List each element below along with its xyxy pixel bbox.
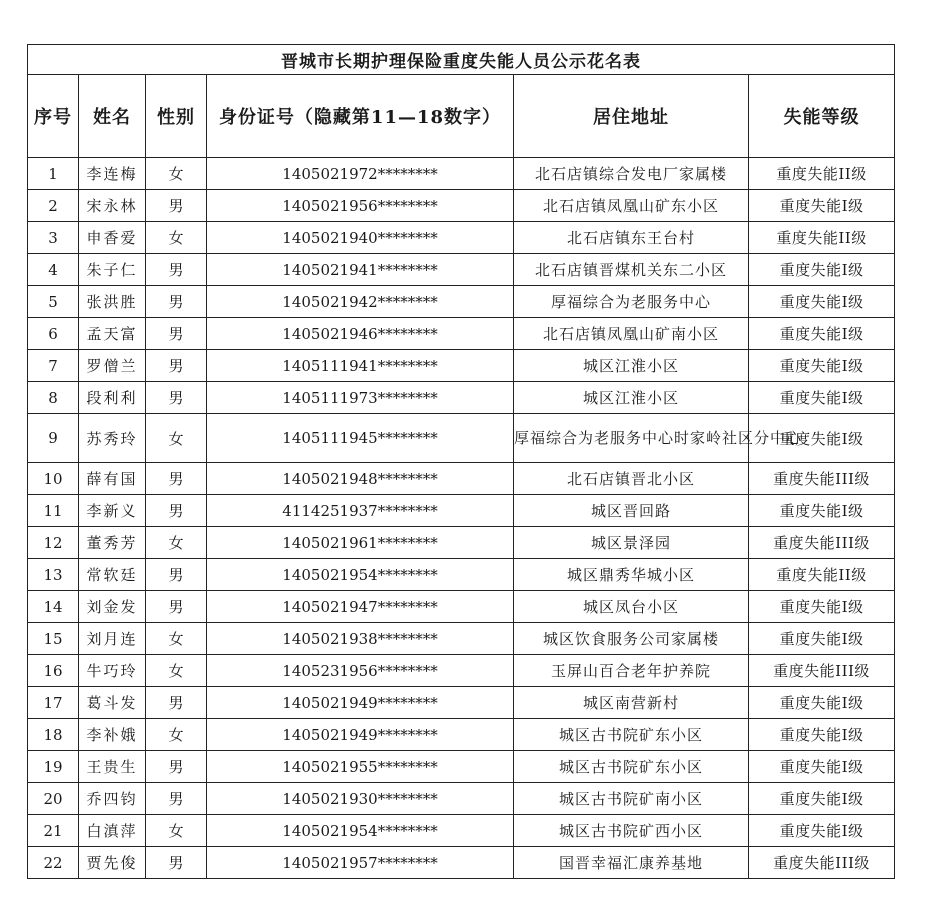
table-row	[28, 463, 895, 495]
table-row	[28, 847, 895, 879]
cell-id-number: 1405111945********	[207, 414, 514, 463]
cell-gender: 女	[146, 222, 207, 254]
cell-level: 重度失能II级	[749, 559, 895, 591]
cell-seq: 16	[28, 655, 79, 687]
cell-gender: 男	[146, 350, 207, 382]
cell-seq: 7	[28, 350, 79, 382]
cell-name: 刘金发	[79, 591, 146, 623]
cell-gender: 男	[146, 751, 207, 783]
cell-gender: 女	[146, 815, 207, 847]
cell-id-number: 1405021938********	[207, 623, 514, 655]
cell-gender: 女	[146, 158, 207, 190]
cell-gender: 男	[146, 847, 207, 879]
cell-id-number: 1405021942********	[207, 286, 514, 318]
cell-id-number: 1405021954********	[207, 559, 514, 591]
cell-name: 贾先俊	[79, 847, 146, 879]
cell-level: 重度失能Ⅰ级	[749, 783, 895, 815]
cell-gender: 男	[146, 783, 207, 815]
cell-seq: 3	[28, 222, 79, 254]
cell-address: 北石店镇晋北小区	[514, 463, 749, 495]
cell-level: 重度失能Ⅰ级	[749, 687, 895, 719]
cell-name: 孟天富	[79, 318, 146, 350]
cell-seq: 5	[28, 286, 79, 318]
table-row	[28, 687, 895, 719]
cell-address: 玉屏山百合老年护养院	[514, 655, 749, 687]
table-row	[28, 350, 895, 382]
cell-name: 白滇萍	[79, 815, 146, 847]
cell-gender: 女	[146, 623, 207, 655]
table-row	[28, 254, 895, 286]
cell-name: 刘月连	[79, 623, 146, 655]
cell-level: 重度失能Ⅰ级	[749, 414, 895, 463]
cell-address: 城区古书院矿西小区	[514, 815, 749, 847]
cell-id-number: 1405021941********	[207, 254, 514, 286]
cell-id-number: 1405021940********	[207, 222, 514, 254]
table-row	[28, 414, 895, 463]
cell-id-number: 1405021949********	[207, 719, 514, 751]
cell-name: 罗僧兰	[79, 350, 146, 382]
table-row	[28, 815, 895, 847]
table-row	[28, 591, 895, 623]
table-row	[28, 158, 895, 190]
header-gender: 性别	[146, 75, 207, 158]
header-name: 姓名	[79, 75, 146, 158]
cell-gender: 女	[146, 527, 207, 559]
cell-gender: 男	[146, 559, 207, 591]
cell-id-number: 1405021949********	[207, 687, 514, 719]
cell-level: 重度失能Ⅰ级	[749, 751, 895, 783]
cell-seq: 19	[28, 751, 79, 783]
cell-level: 重度失能II级	[749, 222, 895, 254]
cell-level: 重度失能Ⅰ级	[749, 591, 895, 623]
cell-id-number: 1405021930********	[207, 783, 514, 815]
table-row	[28, 190, 895, 222]
cell-id-number: 1405021972********	[207, 158, 514, 190]
header-id: 身份证号（隐藏第11—18数字）	[207, 75, 514, 158]
cell-seq: 12	[28, 527, 79, 559]
table-row	[28, 318, 895, 350]
cell-level: 重度失能III级	[749, 847, 895, 879]
cell-name: 李新义	[79, 495, 146, 527]
cell-address: 北石店镇东王台村	[514, 222, 749, 254]
cell-name: 李连梅	[79, 158, 146, 190]
cell-gender: 女	[146, 719, 207, 751]
header-seq: 序号	[28, 75, 79, 158]
cell-seq: 15	[28, 623, 79, 655]
cell-seq: 1	[28, 158, 79, 190]
cell-name: 申香爱	[79, 222, 146, 254]
cell-level: 重度失能Ⅰ级	[749, 623, 895, 655]
cell-address: 城区古书院矿东小区	[514, 719, 749, 751]
title-row	[28, 45, 895, 75]
cell-address: 城区南营新村	[514, 687, 749, 719]
table-row	[28, 286, 895, 318]
header-address: 居住地址	[514, 75, 749, 158]
table-title: 晋城市长期护理保险重度失能人员公示花名表	[28, 45, 895, 75]
cell-name: 乔四钧	[79, 783, 146, 815]
cell-seq: 8	[28, 382, 79, 414]
cell-name: 常软廷	[79, 559, 146, 591]
cell-level: 重度失能Ⅰ级	[749, 286, 895, 318]
header-row	[28, 75, 895, 158]
cell-id-number: 1405021954********	[207, 815, 514, 847]
cell-gender: 男	[146, 286, 207, 318]
table-row	[28, 751, 895, 783]
cell-seq: 10	[28, 463, 79, 495]
cell-gender: 男	[146, 254, 207, 286]
cell-address: 城区江淮小区	[514, 350, 749, 382]
cell-id-number: 1405021955********	[207, 751, 514, 783]
cell-name: 薛有国	[79, 463, 146, 495]
cell-level: 重度失能Ⅰ级	[749, 719, 895, 751]
cell-name: 王贵生	[79, 751, 146, 783]
table-row	[28, 719, 895, 751]
cell-id-number: 1405021946********	[207, 318, 514, 350]
cell-name: 董秀芳	[79, 527, 146, 559]
cell-name: 张洪胜	[79, 286, 146, 318]
cell-id-number: 1405111973********	[207, 382, 514, 414]
table-row	[28, 655, 895, 687]
cell-seq: 6	[28, 318, 79, 350]
cell-address: 厚福综合为老服务中心	[514, 286, 749, 318]
table-row	[28, 527, 895, 559]
cell-level: 重度失能Ⅰ级	[749, 254, 895, 286]
cell-level: 重度失能Ⅰ级	[749, 495, 895, 527]
table-body	[28, 158, 895, 879]
cell-id-number: 1405021961********	[207, 527, 514, 559]
cell-address: 城区古书院矿南小区	[514, 783, 749, 815]
cell-level: 重度失能Ⅰ级	[749, 190, 895, 222]
cell-address: 城区江淮小区	[514, 382, 749, 414]
cell-name: 朱子仁	[79, 254, 146, 286]
cell-seq: 4	[28, 254, 79, 286]
cell-address: 厚福综合为老服务中心时家岭社区分中心	[514, 414, 749, 463]
cell-name: 苏秀玲	[79, 414, 146, 463]
cell-gender: 男	[146, 495, 207, 527]
cell-id-number: 1405021948********	[207, 463, 514, 495]
cell-gender: 男	[146, 190, 207, 222]
cell-level: 重度失能II级	[749, 158, 895, 190]
cell-seq: 20	[28, 783, 79, 815]
table-row	[28, 495, 895, 527]
table-row	[28, 623, 895, 655]
cell-seq: 22	[28, 847, 79, 879]
cell-level: 重度失能Ⅰ级	[749, 350, 895, 382]
cell-name: 葛斗发	[79, 687, 146, 719]
cell-address: 城区凤台小区	[514, 591, 749, 623]
cell-level: 重度失能Ⅰ级	[749, 382, 895, 414]
cell-id-number: 1405231956********	[207, 655, 514, 687]
cell-id-number: 1405021947********	[207, 591, 514, 623]
cell-gender: 男	[146, 687, 207, 719]
cell-address: 北石店镇凤凰山矿南小区	[514, 318, 749, 350]
cell-gender: 女	[146, 414, 207, 463]
cell-name: 段利利	[79, 382, 146, 414]
cell-gender: 女	[146, 655, 207, 687]
table-row	[28, 382, 895, 414]
cell-level: 重度失能III级	[749, 527, 895, 559]
cell-seq: 2	[28, 190, 79, 222]
cell-id-number: 1405021956********	[207, 190, 514, 222]
table-row	[28, 559, 895, 591]
cell-gender: 男	[146, 382, 207, 414]
cell-level: 重度失能III级	[749, 655, 895, 687]
cell-address: 北石店镇凤凰山矿东小区	[514, 190, 749, 222]
cell-address: 城区饮食服务公司家属楼	[514, 623, 749, 655]
cell-level: 重度失能Ⅰ级	[749, 318, 895, 350]
cell-gender: 男	[146, 463, 207, 495]
cell-name: 牛巧玲	[79, 655, 146, 687]
cell-seq: 13	[28, 559, 79, 591]
cell-gender: 男	[146, 318, 207, 350]
cell-address: 城区古书院矿东小区	[514, 751, 749, 783]
cell-level: 重度失能Ⅰ级	[749, 815, 895, 847]
cell-id-number: 4114251937********	[207, 495, 514, 527]
cell-level: 重度失能III级	[749, 463, 895, 495]
cell-name: 李补娥	[79, 719, 146, 751]
cell-name: 宋永林	[79, 190, 146, 222]
cell-address: 北石店镇综合发电厂家属楼	[514, 158, 749, 190]
header-level: 失能等级	[749, 75, 895, 158]
cell-id-number: 1405021957********	[207, 847, 514, 879]
table-row	[28, 222, 895, 254]
cell-seq: 17	[28, 687, 79, 719]
cell-seq: 21	[28, 815, 79, 847]
cell-address: 城区景泽园	[514, 527, 749, 559]
roster-table	[27, 44, 895, 879]
cell-seq: 11	[28, 495, 79, 527]
cell-address: 城区晋回路	[514, 495, 749, 527]
cell-seq: 14	[28, 591, 79, 623]
cell-address: 北石店镇晋煤机关东二小区	[514, 254, 749, 286]
cell-seq: 9	[28, 414, 79, 463]
table-row	[28, 783, 895, 815]
cell-address: 国晋幸福汇康养基地	[514, 847, 749, 879]
cell-id-number: 1405111941********	[207, 350, 514, 382]
cell-address: 城区鼎秀华城小区	[514, 559, 749, 591]
cell-seq: 18	[28, 719, 79, 751]
cell-gender: 男	[146, 591, 207, 623]
